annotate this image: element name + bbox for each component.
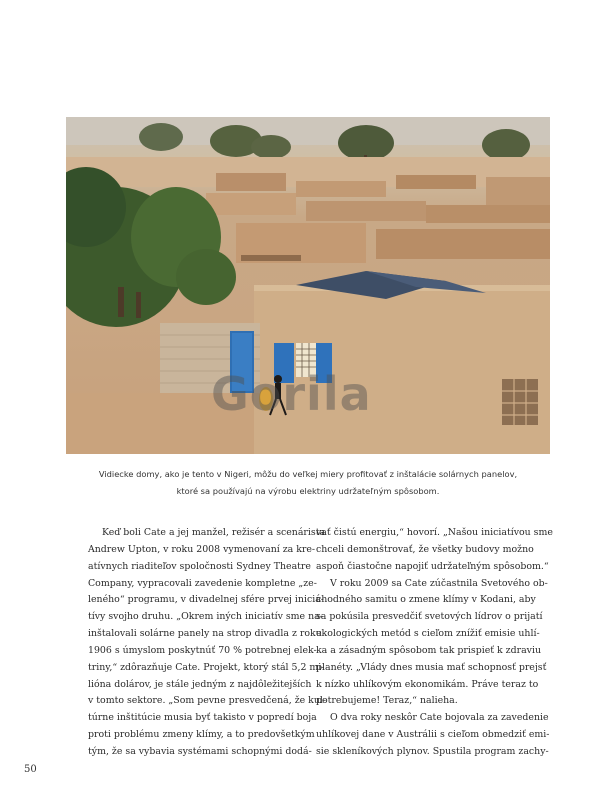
text-line: Keď boli Cate a jej manžel, režisér a scenárista [102, 527, 326, 538]
text-line: ka a zásadným spôsobom tak prispieť k zdraviu [316, 644, 541, 656]
text-line: triny,“ zdôrazňuje Cate. Projekt, ktorý stál 5,2 mi- [88, 661, 325, 673]
text-line: 1906 s úmyslom poskytnúť 70 % potrebnej elek- [88, 644, 317, 656]
text-line: Company, vypracovali zavedenie kompletne „ze- [88, 577, 317, 589]
caption-line: Vidiecke domy, ako je tento v Nigeri, môžu do veľkej miery profitovať z inštalácie solárnych panelov, [98, 469, 518, 479]
text-line: V roku 2009 sa Cate zúčastnila Svetového ob- [330, 577, 548, 589]
body-column-left [88, 525, 327, 761]
text-line: aspoň čiastočne napojiť udržateľným spôsobom.“ [316, 560, 549, 572]
text-line: lióna dolárov, je stále jedným z najdôležitejších [88, 678, 312, 690]
paragraph [316, 525, 553, 576]
photo-caption [66, 466, 550, 500]
body-column-right [316, 525, 553, 761]
text-line: O dva roky neskôr Cate bojovala za zavedenie [330, 712, 549, 724]
village-photo [66, 117, 550, 454]
text-line: k nízko uhlíkovým ekonomikám. Práve teraz to [316, 678, 539, 690]
text-line: tým, že sa vybavia systémami schopnými dodá- [88, 745, 312, 757]
text-line: ekologických metód s cieľom znížiť emisie uhlí- [316, 628, 540, 640]
text-line: sie skleníkových plynov. Spustila program zachy- [316, 745, 549, 757]
caption-line: ktoré sa používajú na výrobu elektriny udržateľným spôsobom. [176, 486, 440, 496]
text-line: Andrew Upton, v roku 2008 vymenovaní za kre- [88, 543, 316, 555]
page-number: 50 [24, 764, 37, 775]
text-line: sa pokúsila presvedčiť svetových lídrov o prijatí [316, 611, 543, 623]
paragraph [316, 576, 548, 711]
text-line: proti problému zmeny klímy, a to predovšetkým [88, 729, 315, 741]
text-line: chceli demonštrovať, že všetky budovy možno [316, 543, 534, 555]
text-line: atívnych riaditeľov spoločnosti Sydney Theatre [88, 560, 311, 572]
paragraph [88, 525, 327, 761]
text-line: chodného samitu o zmene klímy v Kodani, aby [316, 594, 536, 606]
text-line: tívy svojho druhu. „Okrem iných iniciatív sme na- [88, 611, 323, 623]
text-line: potrebujeme! Teraz,“ nalieha. [316, 695, 458, 707]
text-line: inštalovali solárne panely na strop divadla z roku [88, 628, 322, 640]
text-line: leného“ programu, v divadelnej sfére prvej iniciá- [88, 594, 324, 606]
text-line: planéty. „Vlády dnes musia mať schopnosť prejsť [316, 661, 547, 673]
text-line: v tomto sektore. „Som pevne presvedčená, že kul- [88, 695, 327, 707]
watermark-text: Gorila [211, 367, 372, 421]
text-line: uhlíkovej dane v Austrálii s cieľom obmedziť emi- [316, 729, 550, 741]
text-line: vať čistú energiu,“ hovorí. „Našou iniciatívou sme [316, 527, 553, 538]
paragraph [316, 710, 550, 761]
text-line: túrne inštitúcie musia byť takisto v popredí boja [88, 712, 317, 724]
